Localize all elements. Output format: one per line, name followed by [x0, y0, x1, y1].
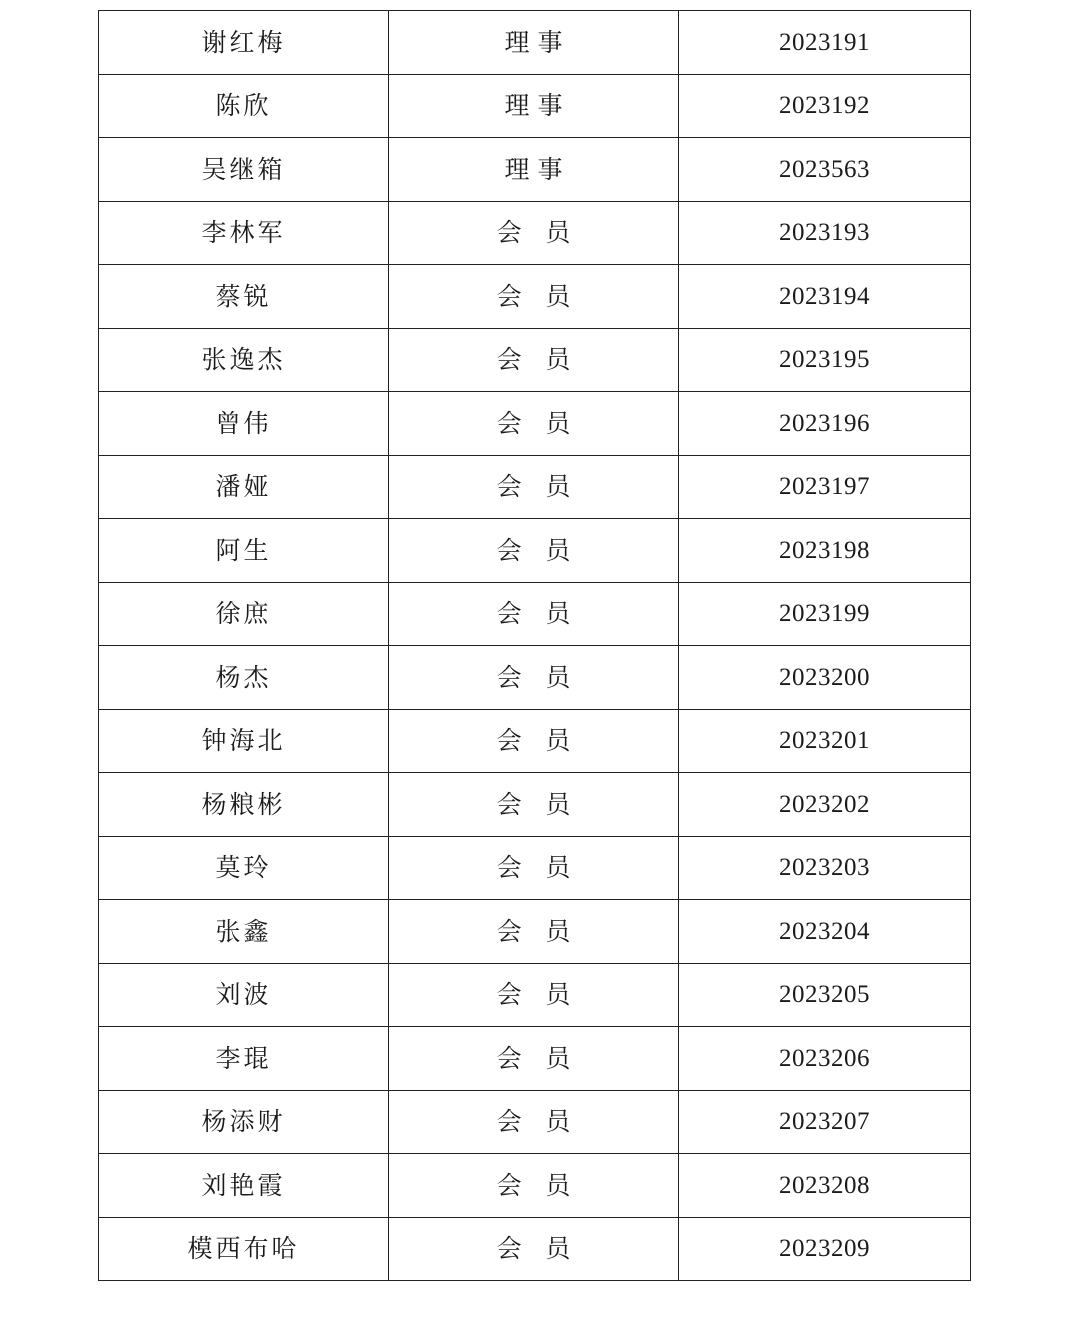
member-role-cell — [389, 519, 679, 583]
member-role: 会 员 — [496, 662, 571, 692]
member-name: 莫玲 — [99, 836, 389, 900]
member-role: 会 员 — [496, 472, 571, 502]
member-id: 2023563 — [679, 138, 971, 202]
table-row — [99, 1027, 971, 1091]
member-id: 2023206 — [679, 1027, 971, 1091]
table-row — [99, 963, 971, 1027]
member-name: 蔡锐 — [99, 265, 389, 329]
table-row — [99, 519, 971, 583]
member-id: 2023198 — [679, 519, 971, 583]
table-row — [99, 1154, 971, 1218]
member-id: 2023205 — [679, 963, 971, 1027]
table-row — [99, 328, 971, 392]
member-role: 会 员 — [496, 1234, 571, 1264]
member-role-cell — [389, 74, 679, 138]
member-id: 2023204 — [679, 900, 971, 964]
member-name: 张鑫 — [99, 900, 389, 964]
member-name: 杨粮彬 — [99, 773, 389, 837]
member-id: 2023194 — [679, 265, 971, 329]
member-role-cell — [389, 265, 679, 329]
table-row — [99, 900, 971, 964]
member-role: 会 员 — [496, 218, 571, 248]
member-id: 2023202 — [679, 773, 971, 837]
member-role: 会 员 — [496, 535, 571, 565]
table-row — [99, 1090, 971, 1154]
member-role-cell — [389, 392, 679, 456]
member-name: 杨杰 — [99, 646, 389, 710]
member-id: 2023196 — [679, 392, 971, 456]
member-role-cell — [389, 900, 679, 964]
member-role-cell — [389, 455, 679, 519]
member-id: 2023197 — [679, 455, 971, 519]
member-name: 张逸杰 — [99, 328, 389, 392]
member-id: 2023192 — [679, 74, 971, 138]
member-name: 阿生 — [99, 519, 389, 583]
table-row — [99, 138, 971, 202]
member-name: 吴继箱 — [99, 138, 389, 202]
table-row — [99, 582, 971, 646]
member-name: 模西布哈 — [99, 1217, 389, 1281]
member-id: 2023207 — [679, 1090, 971, 1154]
member-id: 2023199 — [679, 582, 971, 646]
member-name: 刘艳霞 — [99, 1154, 389, 1218]
member-name: 曾伟 — [99, 392, 389, 456]
member-role: 会 员 — [496, 916, 571, 946]
member-role: 会 员 — [496, 980, 571, 1010]
member-role: 理 事 — [504, 154, 563, 184]
member-role-cell — [389, 646, 679, 710]
member-name: 徐庶 — [99, 582, 389, 646]
member-id: 2023191 — [679, 11, 971, 75]
member-roster-table — [98, 10, 971, 1281]
table-row — [99, 773, 971, 837]
member-role: 理 事 — [504, 27, 563, 57]
table-row — [99, 1217, 971, 1281]
member-role-cell — [389, 773, 679, 837]
table-row — [99, 646, 971, 710]
member-role-cell — [389, 11, 679, 75]
table-row — [99, 709, 971, 773]
member-name: 潘娅 — [99, 455, 389, 519]
member-name: 刘波 — [99, 963, 389, 1027]
member-role: 会 员 — [496, 853, 571, 883]
member-role-cell — [389, 1217, 679, 1281]
member-role: 会 员 — [496, 345, 571, 375]
member-role-cell — [389, 963, 679, 1027]
member-role-cell — [389, 582, 679, 646]
member-role: 会 员 — [496, 1107, 571, 1137]
member-role: 理 事 — [504, 91, 563, 121]
member-name: 钟海北 — [99, 709, 389, 773]
member-id: 2023201 — [679, 709, 971, 773]
member-role: 会 员 — [496, 281, 571, 311]
member-role: 会 员 — [496, 1170, 571, 1200]
member-role: 会 员 — [496, 726, 571, 756]
member-id: 2023209 — [679, 1217, 971, 1281]
member-id: 2023200 — [679, 646, 971, 710]
member-role: 会 员 — [496, 408, 571, 438]
table-row — [99, 74, 971, 138]
member-role-cell — [389, 201, 679, 265]
member-role-cell — [389, 709, 679, 773]
table-row — [99, 836, 971, 900]
member-role: 会 员 — [496, 1043, 571, 1073]
member-role-cell — [389, 1027, 679, 1091]
member-name: 李琨 — [99, 1027, 389, 1091]
member-role: 会 员 — [496, 599, 571, 629]
member-name: 李林军 — [99, 201, 389, 265]
member-role-cell — [389, 836, 679, 900]
member-role-cell — [389, 1090, 679, 1154]
roster-body — [99, 11, 971, 1281]
table-row — [99, 455, 971, 519]
member-role-cell — [389, 328, 679, 392]
member-id: 2023203 — [679, 836, 971, 900]
member-id: 2023208 — [679, 1154, 971, 1218]
member-id: 2023193 — [679, 201, 971, 265]
table-row — [99, 265, 971, 329]
member-role-cell — [389, 1154, 679, 1218]
table-row — [99, 11, 971, 75]
member-name: 谢红梅 — [99, 11, 389, 75]
member-name: 陈欣 — [99, 74, 389, 138]
member-name: 杨添财 — [99, 1090, 389, 1154]
table-row — [99, 392, 971, 456]
member-role-cell — [389, 138, 679, 202]
member-role: 会 员 — [496, 789, 571, 819]
table-row — [99, 201, 971, 265]
member-id: 2023195 — [679, 328, 971, 392]
